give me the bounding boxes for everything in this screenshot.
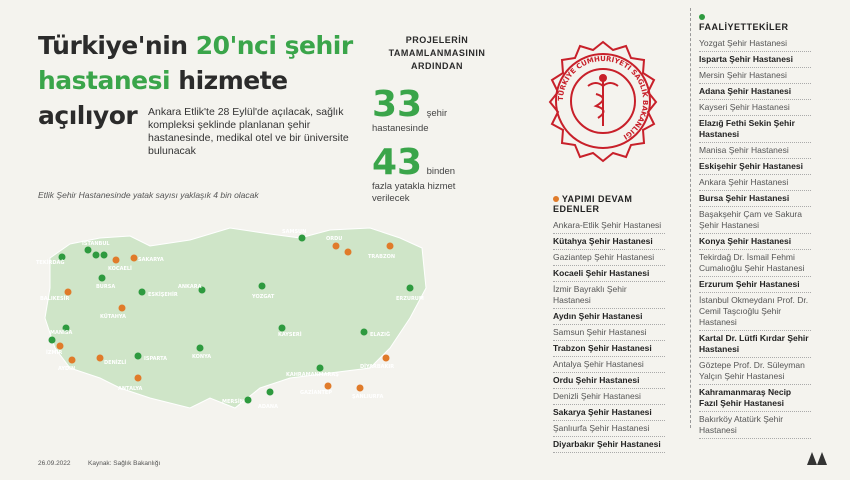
svg-text:ADANA: ADANA [258,404,278,410]
svg-text:KÜTAHYA: KÜTAHYA [100,314,126,320]
svg-text:DENİZLİ: DENİZLİ [104,360,127,366]
active-column [699,12,811,439]
svg-text:BURSA: BURSA [96,284,116,290]
svg-text:KOCAELİ: KOCAELİ [108,266,132,272]
uc-item: Şanlıurfa Şehir Hastanesi [553,421,665,437]
uc-item: Aydın Şehir Hastanesi [553,309,665,325]
headline-part2: 20'nci şehir [195,31,353,60]
map-caption: Etlik Şehir Hastanesinde yatak sayısı yaklaşık 4 bin olacak [38,190,259,200]
uc-item: Ordu Şehir Hastanesi [553,373,665,389]
act-item: Adana Şehir Hastanesi [699,84,811,100]
uc-item: Denizli Şehir Hastanesi [553,389,665,405]
stat-number-2: 43 [372,142,423,183]
caduceus-icon [588,75,618,126]
act-item: Başakşehir Çam ve Sakura Şehir Hastanesi [699,207,811,234]
under-construction-list [553,218,665,453]
svg-text:KAHRAMANMARAŞ: KAHRAMANMARAŞ [286,372,339,378]
orange-dot-icon [553,196,559,202]
headline-part4: hizmete [170,66,288,95]
svg-text:TEKİRDAĞ: TEKİRDAĞ [36,260,65,266]
uc-item: Trabzon Şehir Hastanesi [553,341,665,357]
under-construction-title [553,194,665,214]
svg-text:SAMSUN: SAMSUN [282,229,307,235]
svg-text:MANİSA: MANİSA [50,330,73,336]
svg-text:İZMİR: İZMİR [46,350,63,356]
stats-heading: PROJELERİN TAMAMLANMASININ ARDINDAN [388,35,486,71]
stat-text-2: fazla yatakla hizmet verilecek [372,181,456,204]
headline-part5: açılıyor [38,101,138,130]
act-item: Kahramanmaraş Necip Fazıl Şehir Hastanesi [699,385,811,412]
act-item: Erzurum Şehir Hastanesi [699,277,811,293]
act-item: Konya Şehir Hastanesi [699,234,811,250]
pin-sanliurfa [352,385,383,401]
uc-item: Ankara-Etlik Şehir Hastanesi [553,218,665,234]
svg-text:DİYARBAKIR: DİYARBAKIR [360,364,395,370]
svg-text:TRABZON: TRABZON [368,254,396,260]
headline-part1: Türkiye'nin [38,31,196,60]
svg-text:ERZURUM: ERZURUM [396,296,424,302]
active-heading: FAALİYETTEKİLER [699,22,789,32]
uc-item: Antalya Şehir Hastanesi [553,357,665,373]
svg-text:ANKARA: ANKARA [178,284,202,290]
active-list [699,36,811,439]
act-item: Bakırköy Atatürk Şehir Hastanesi [699,412,811,439]
green-dot-icon [699,14,705,20]
act-item: Elazığ Fethi Sekin Şehir Hastanesi [699,116,811,143]
act-item: Mersin Şehir Hastanesi [699,68,811,84]
turkey-map [30,208,430,448]
headline-part3: hastanesi [38,66,171,95]
logo-text: TÜRKİYE CUMHURİYETİ SAĞLIK BAKANLIĞI [556,54,650,141]
svg-text:ANTALYA: ANTALYA [118,386,143,392]
svg-text:GAZİANTEP: GAZİANTEP [300,390,333,396]
aa-logo-icon [806,450,828,466]
svg-text:SAKARYA: SAKARYA [138,257,164,263]
svg-text:KAYSERİ: KAYSERİ [278,332,302,338]
svg-text:AYDIN: AYDIN [58,366,76,372]
act-item: Göztepe Prof. Dr. Süleyman Yalçın Şehir Hastanesi [699,358,811,385]
svg-text:ELAZIĞ: ELAZIĞ [370,332,391,338]
svg-text:İSTANBUL: İSTANBUL [82,241,110,247]
uc-item: Gaziantep Şehir Hastanesi [553,250,665,266]
svg-text:ŞANLIURFA: ŞANLIURFA [352,394,384,400]
stat-suffix-1: şehir [426,108,448,119]
act-item: Eskişehir Şehir Hastanesi [699,159,811,175]
uc-item: İzmir Bayraklı Şehir Hastanesi [553,282,665,309]
footer-source: Kaynak: Sağlık Bakanlığı [88,460,161,467]
under-construction-heading: YAPIMI DEVAM EDENLER [553,194,633,214]
svg-text:YOZGAT: YOZGAT [252,294,275,300]
svg-text:MERSİN: MERSİN [222,399,244,405]
act-item: Ankara Şehir Hastanesi [699,175,811,191]
svg-text:BALIKESİR: BALIKESİR [40,296,70,302]
svg-text:ORDU: ORDU [326,236,343,242]
act-item: Kayseri Şehir Hastanesi [699,100,811,116]
pin-tekirdag [36,254,66,267]
uc-item: Kocaeli Şehir Hastanesi [553,266,665,282]
under-construction-column [553,194,665,453]
act-item: Bursa Şehir Hastanesi [699,191,811,207]
uc-item: Diyarbakır Şehir Hastanesi [553,437,665,453]
act-item: Manisa Şehir Hastanesi [699,143,811,159]
svg-text:ISPARTA: ISPARTA [144,356,168,362]
uc-item: Samsun Şehir Hastanesi [553,325,665,341]
act-item: Isparta Şehir Hastanesi [699,52,811,68]
pin-adana [258,389,278,411]
divider [690,8,691,428]
uc-item: Sakarya Şehir Hastanesi [553,405,665,421]
act-item: İstanbul Okmeydanı Prof. Dr. Cemil Taşcıoğlu Şehir Hastanesi [699,293,811,331]
pin-gaziantep [300,383,332,397]
uc-item: Kütahya Şehir Hastanesi [553,234,665,250]
stat-text-1: hastanesinde [372,123,429,134]
subtitle: Ankara Etlik'te 28 Eylül'de açılacak, sağlık kompleksi şeklinde planlanan şehir hastanesinde, medikal otel ve bir üniversite bulunacak [148,106,349,157]
svg-text:KONYA: KONYA [192,354,212,360]
footer-date: 26.09.2022 [38,460,71,467]
svg-text:ESKİŞEHİR: ESKİŞEHİR [148,292,178,298]
ministry-logo [538,36,668,166]
active-title [699,12,811,32]
act-item: Kartal Dr. Lütfi Kırdar Şehir Hastanesi [699,331,811,358]
act-item: Tekirdağ Dr. İsmail Fehmi Cumalıoğlu Şehir Hastanesi [699,250,811,277]
stats-block [372,34,502,205]
act-item: Yozgat Şehir Hastanesi [699,36,811,52]
stat-number-1: 33 [372,84,423,125]
stat-suffix-2: binden [426,166,456,177]
